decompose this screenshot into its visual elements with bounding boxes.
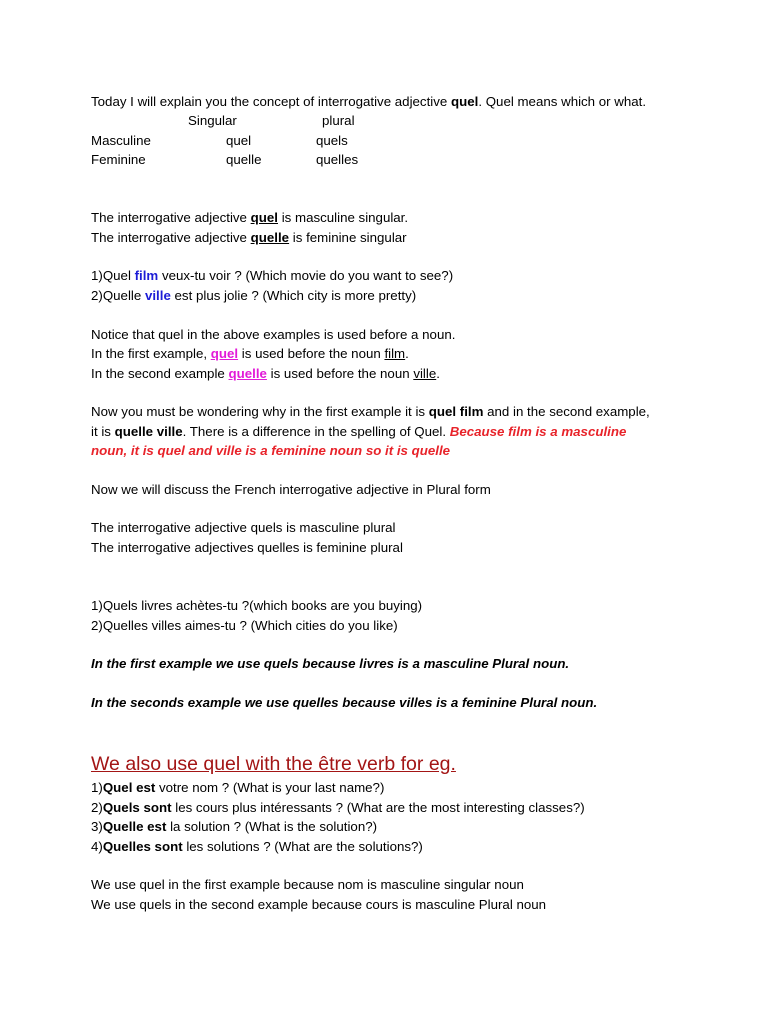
- notice-line: In the first example, quel is used before the noun film.: [91, 346, 409, 361]
- definition-line: The interrogative adjective quelle is feminine singular: [91, 230, 407, 245]
- plural-intro: Now we will discuss the French interrogative adjective in Plural form: [91, 482, 491, 497]
- explanation-line: In the first example we use quels because livres is a masculine Plural noun.: [91, 656, 570, 671]
- explanation-line: In the seconds example we use quelles because villes is a feminine Plural noun.: [91, 695, 598, 710]
- etre-example-line: 3)Quelle est la solution ? (What is the solution?): [91, 819, 378, 834]
- etre-example-line: 2)Quels sont les cours plus intéressants ? (What are the most interesting classes?): [91, 800, 585, 815]
- example-line: 2)Quelle ville est plus jolie ? (Which city is more pretty): [91, 288, 417, 303]
- cell-masculine-plural: quels: [316, 133, 348, 148]
- etre-heading: We also use quel with the être verb for eg.: [91, 753, 456, 775]
- example-line: 1)Quel film veux-tu voir ? (Which movie do you want to see?): [91, 268, 454, 283]
- closing-line: We use quels in the second example because cours is masculine Plural noun: [91, 897, 547, 912]
- row-label-masculine: Masculine: [91, 133, 151, 148]
- closing-line: We use quel in the first example because nom is masculine singular noun: [91, 877, 524, 892]
- etre-example-line: 1)Quel est votre nom ? (What is your last name?): [91, 780, 385, 795]
- definition-line: The interrogative adjective quel is masculine singular.: [91, 210, 409, 225]
- cell-masculine-singular: quel: [226, 133, 252, 148]
- intro-line: Today I will explain you the concept of interrogative adjective quel. Quel means which or what.: [91, 94, 647, 109]
- notice-line: Notice that quel in the above examples is used before a noun.: [91, 327, 456, 342]
- header-singular: Singular: [188, 113, 237, 128]
- plural-definition-line: The interrogative adjectives quelles is feminine plural: [91, 540, 403, 555]
- header-plural: plural: [322, 113, 355, 128]
- wondering-line: Now you must be wondering why in the first example it is quel film and in the second example,: [91, 404, 650, 419]
- cell-feminine-plural: quelles: [316, 152, 359, 167]
- wondering-line: noun, it is quel and ville is a feminine noun so it is quelle: [91, 443, 451, 458]
- etre-example-line: 4)Quelles sont les solutions ? (What are the solutions?): [91, 839, 423, 854]
- row-label-feminine: Feminine: [91, 152, 146, 167]
- notice-line: In the second example quelle is used before the noun ville.: [91, 366, 440, 381]
- plural-definition-line: The interrogative adjective quels is masculine plural: [91, 520, 396, 535]
- plural-example-line: 1)Quels livres achètes-tu ?(which books are you buying): [91, 598, 423, 613]
- cell-feminine-singular: quelle: [226, 152, 262, 167]
- wondering-line: it is quelle ville. There is a difference in the spelling of Quel. Because film is a masculine: [91, 424, 627, 439]
- plural-example-line: 2)Quelles villes aimes-tu ? (Which cities do you like): [91, 618, 398, 633]
